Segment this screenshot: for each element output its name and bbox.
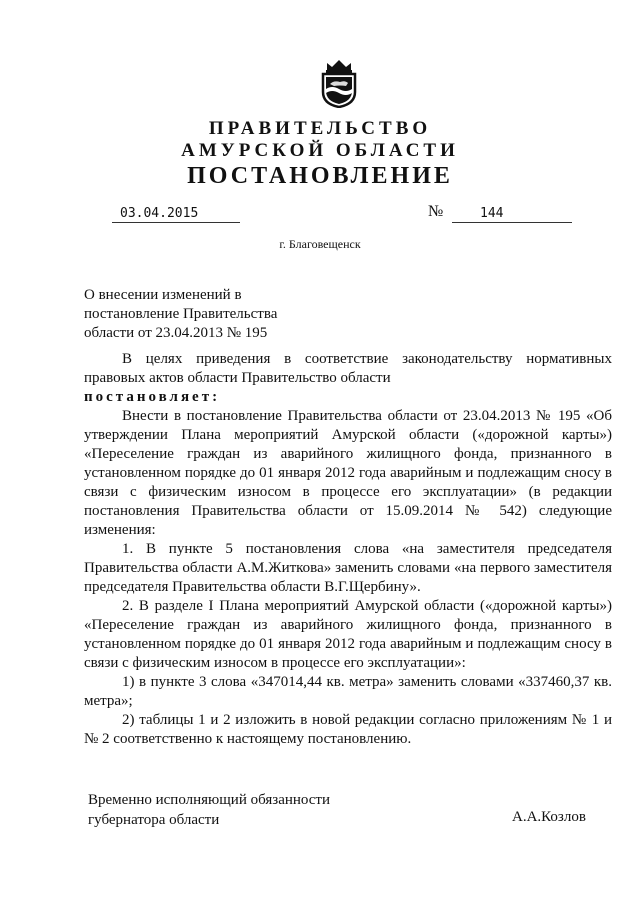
- subject-line: постановление Правительства: [84, 306, 278, 322]
- government-name-line2: АМУРСКОЙ ОБЛАСТИ: [181, 140, 459, 161]
- document-date: 03.04.2015: [112, 206, 240, 223]
- document-number: 144: [452, 206, 572, 223]
- intro-paragraph: Внести в постановление Правительства области от 23.04.2013 № 195 «Об утверждении Плана мероприятий Амурской области («дорожной карты») «Переселение граждан из аварийного жилищного фонда, признанного в установленном порядке до 01 января 2012 года аварийным и подлежащим сносу в связи с физическим износом в процессе его эксплуатации» (в редакции постановления Правительства области от 15.09.2014 № 542) следующие изменения:: [84, 408, 612, 538]
- coat-of-arms-emblem: [318, 58, 360, 108]
- signatory-name: А.А.Козлов: [512, 809, 586, 825]
- document-type-title: ПОСТАНОВЛЕНИЕ: [187, 163, 453, 189]
- subject-line: области от 23.04.2013 № 195: [84, 325, 268, 341]
- government-name-line1: ПРАВИТЕЛЬСТВО: [208, 118, 432, 139]
- document-subject: [84, 286, 314, 343]
- item-2-1-paragraph: 1) в пункте 3 слова «347014,44 кв. метра» заменить словами «337460,37 кв. метра»;: [84, 674, 612, 709]
- number-label: №: [428, 203, 444, 220]
- city-name: г. Благовещенск: [279, 237, 361, 251]
- item-2-2-paragraph: 2) таблицы 1 и 2 изложить в новой редакции согласно приложениям № 1 и № 2 соответственно к настоящему постановлению.: [84, 712, 612, 747]
- item-1-paragraph: 1. В пункте 5 постановления слова «на заместителя председателя Правительства области А.М.Житкова» заменить словами «на первого заместителя председателя Правительства области В.Г.Щербину».: [84, 541, 612, 595]
- signatory-position-line: Временно исполняющий обязанности: [88, 792, 331, 808]
- item-2-paragraph: 2. В разделе I Плана мероприятий Амурской области («дорожной карты») «Переселение граждан из аварийного жилищного фонда, признанного в установленном порядке до 01 января 2012 года аварийным и подлежащим сносу в связи с физическим износом в процессе его эксплуатации»:: [84, 598, 612, 671]
- preamble-paragraph: В целях приведения в соответствие законодательству нормативных правовых актов области Правительство области: [84, 351, 612, 386]
- document-body: [84, 350, 612, 749]
- signatory-position: [88, 790, 388, 830]
- subject-line: О внесении изменений в: [84, 287, 242, 303]
- decree-word: постановляет:: [84, 389, 221, 405]
- signatory-position-line: губернатора области: [88, 812, 220, 828]
